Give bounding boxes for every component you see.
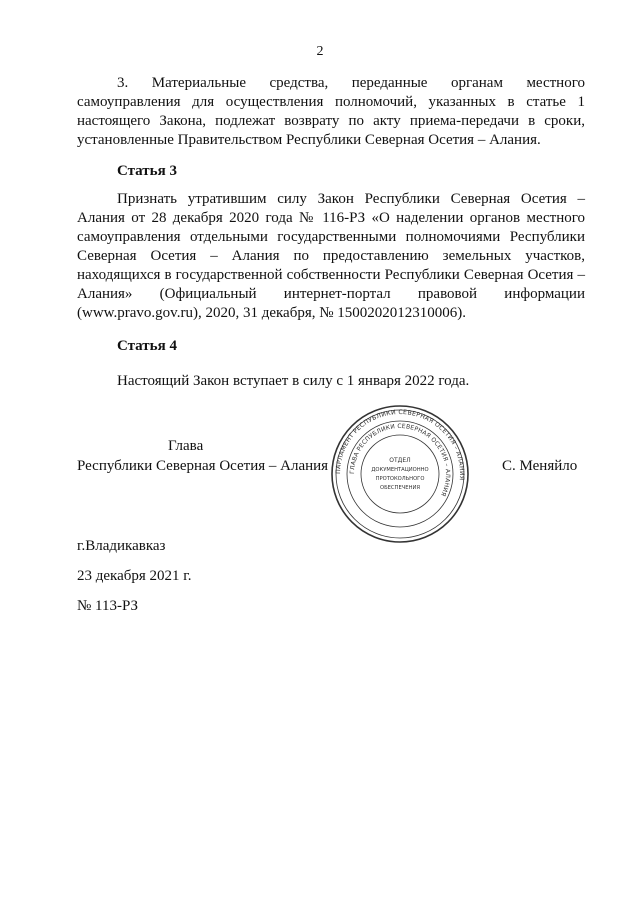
place: г.Владикавказ	[77, 538, 166, 554]
signature-title: Глава	[168, 438, 204, 454]
article-4-heading: Статья 4	[117, 338, 177, 354]
seal-outer-text: ПАРЛАМЕНТ РЕСПУБЛИКИ СЕВЕРНАЯ ОСЕТИЯ – АЛАНИЯ	[334, 408, 466, 481]
paragraph-1: 3. Материальные средства, переданные органам местного самоуправления для осуществления полномочий, указанных в статье 1 настоящего Закона, подлежат возврату по акту приема-передачи в сроки, установленные Правительством Республики Северная Осетия – Алания.	[77, 75, 585, 148]
paragraph-2: Признать утратившим силу Закон Республики Северная Осетия – Алания от 28 декабря 2020 года № 116-РЗ «О наделении органов местного самоуправления отдельными государственными полномочиями Республики Северная Осетия – Алания по предоставлению земельных участков, находящихся в государственной собственности Республики Северная Осетия – Алания» (Официальный интернет-портал правовой информации (www.pravo.gov.ru), 2020, 31 декабря, № 1500202012310006).	[77, 191, 585, 321]
law-number: № 113-РЗ	[77, 598, 139, 614]
official-seal	[330, 404, 470, 544]
page-number: 2	[316, 44, 324, 59]
seal-center-line-4: ОБЕСПЕЧЕНИЯ	[380, 485, 420, 491]
date: 23 декабря 2021 г.	[77, 568, 192, 584]
signature-name: С. Меняйло	[502, 458, 578, 474]
seal-center-line-2: ДОКУМЕНТАЦИОННО	[371, 467, 429, 473]
seal-center-line-1: ОТДЕЛ	[389, 457, 411, 464]
signature-subtitle: Республики Северная Осетия – Алания	[77, 458, 329, 474]
paragraph-3: Настоящий Закон вступает в силу с 1 января 2022 года.	[117, 373, 470, 389]
article-3-heading: Статья 3	[117, 163, 177, 179]
seal-center-line-3: ПРОТОКОЛЬНОГО	[375, 476, 425, 482]
seal-inner-text: ГЛАВА РЕСПУБЛИКИ СЕВЕРНАЯ ОСЕТИЯ – АЛАНИЯ	[348, 422, 452, 498]
